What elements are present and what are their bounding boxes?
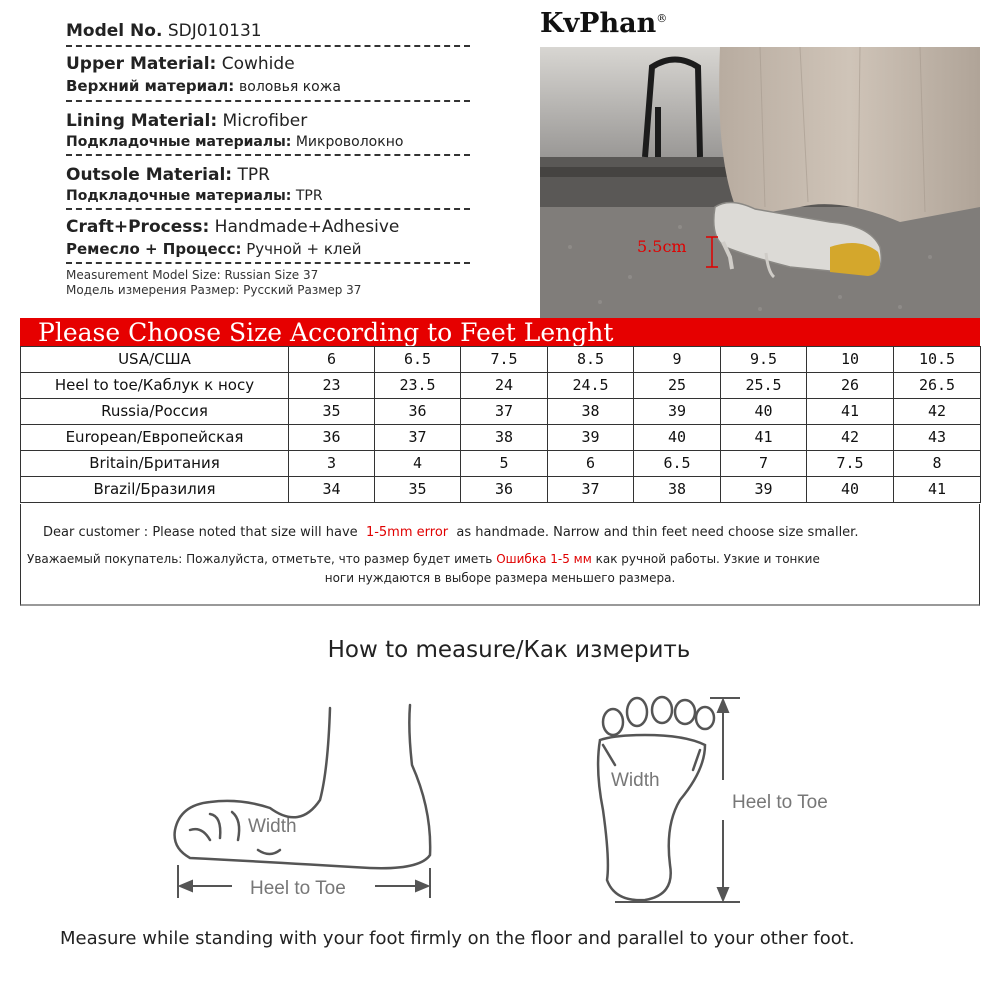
table-cell: 42 — [807, 425, 894, 451]
brand-mark: ® — [656, 12, 668, 25]
lining-ru-value: Микроволокно — [295, 134, 404, 150]
table-cell: 26.5 — [894, 373, 981, 399]
table-cell: 37 — [375, 425, 461, 451]
size-notice — [20, 504, 980, 606]
table-cell: 7.5 — [807, 451, 894, 477]
upper-value: Cowhide — [221, 54, 295, 74]
table-cell: 23.5 — [375, 373, 461, 399]
size-chart-banner: Please Choose Size According to Feet Lenght — [20, 318, 980, 346]
table-row — [21, 347, 981, 373]
notice-russian — [27, 552, 820, 566]
table-cell: 38 — [461, 425, 548, 451]
sole-width-label: Width — [611, 770, 660, 791]
notice-ru-prefix: Уважаемый покупатель: Пожалуйста, отметьте, что размер будет иметь — [27, 552, 493, 566]
outsole-ru-label: Подкладочные материалы: — [66, 188, 292, 204]
row-label: Russia/Россия — [21, 399, 289, 425]
table-cell: 6.5 — [375, 347, 461, 373]
upper-material — [66, 53, 470, 98]
table-cell: 42 — [894, 399, 981, 425]
row-label: Brazil/Бразилия — [21, 477, 289, 503]
outsole-ru-value: TPR — [295, 188, 323, 204]
table-cell: 8.5 — [548, 347, 634, 373]
size-table — [20, 346, 981, 503]
table-row — [21, 373, 981, 399]
notice-english — [43, 525, 858, 540]
table-cell: 9.5 — [721, 347, 807, 373]
size-chart — [20, 318, 980, 503]
table-cell: 35 — [289, 399, 375, 425]
model-value: SDJ010131 — [167, 21, 262, 41]
row-label: USA/СШA — [21, 347, 289, 373]
table-cell: 8 — [894, 451, 981, 477]
divider — [66, 262, 470, 264]
table-cell: 39 — [548, 425, 634, 451]
table-cell: 41 — [894, 477, 981, 503]
divider — [66, 45, 470, 47]
divider — [66, 154, 470, 156]
divider — [66, 208, 470, 210]
notice-en-suffix: as handmade. Narrow and thin feet need choose size smaller. — [456, 525, 859, 540]
model-size-ru: Модель измерения Размер: Русский Размер 37 — [66, 283, 362, 297]
outsole-value: TPR — [237, 165, 270, 185]
row-label: Heel to toe/Каблук к носу — [21, 373, 289, 399]
table-cell: 37 — [461, 399, 548, 425]
table-cell: 40 — [721, 399, 807, 425]
notice-ru-error: Ошибка 1-5 мм — [496, 552, 592, 566]
table-cell: 34 — [289, 477, 375, 503]
table-cell: 38 — [634, 477, 721, 503]
brand-name: KvPhan — [540, 8, 657, 39]
table-cell: 36 — [375, 399, 461, 425]
table-cell: 41 — [807, 399, 894, 425]
model-label: Model No. — [66, 21, 163, 41]
table-cell: 10.5 — [894, 347, 981, 373]
notice-ru-suffix: как ручной работы. Узкие и тонкие — [595, 552, 820, 566]
side-width-label: Width — [248, 816, 297, 837]
table-cell: 41 — [721, 425, 807, 451]
upper-ru-label: Верхний материал: — [66, 77, 235, 95]
craft-ru-value: Ручной + клей — [246, 240, 362, 258]
table-cell: 3 — [289, 451, 375, 477]
heel-height-label: 5.5cm — [637, 237, 687, 256]
table-row — [21, 477, 981, 503]
table-cell: 7 — [721, 451, 807, 477]
table-cell: 26 — [807, 373, 894, 399]
table-cell: 36 — [461, 477, 548, 503]
table-cell: 43 — [894, 425, 981, 451]
table-cell: 6 — [548, 451, 634, 477]
table-cell: 25 — [634, 373, 721, 399]
product-photo — [540, 47, 980, 319]
measure-title: How to measure/Как измерить — [327, 637, 691, 663]
lining-value: Microfiber — [222, 111, 308, 131]
side-heel-to-toe-label: Heel to Toe — [250, 878, 346, 899]
product-photo-image — [540, 47, 980, 319]
table-cell: 5 — [461, 451, 548, 477]
sole-heel-to-toe-label: Heel to Toe — [732, 792, 828, 813]
craft-ru-label: Ремесло + Процесс: — [66, 240, 242, 258]
table-cell: 10 — [807, 347, 894, 373]
table-cell: 9 — [634, 347, 721, 373]
table-row — [21, 425, 981, 451]
table-cell: 6 — [289, 347, 375, 373]
table-cell: 25.5 — [721, 373, 807, 399]
table-cell: 37 — [548, 477, 634, 503]
table-cell: 39 — [634, 399, 721, 425]
craft-value: Handmade+Adhesive — [214, 217, 400, 237]
measure-instruction: Measure while standing with your foot firmly on the floor and parallel to your other foot. — [60, 928, 855, 949]
brand-logo — [540, 8, 667, 39]
spec-list — [66, 20, 470, 298]
table-cell: 7.5 — [461, 347, 548, 373]
sole-foot-diagram — [585, 690, 865, 910]
notice-en-error: 1-5mm error — [365, 525, 449, 540]
craft-process — [66, 216, 470, 260]
row-label: Britain/Британия — [21, 451, 289, 477]
divider — [66, 100, 470, 102]
table-cell: 24 — [461, 373, 548, 399]
upper-ru-value: воловья кожа — [239, 79, 341, 95]
table-cell: 38 — [548, 399, 634, 425]
row-label: European/Европейская — [21, 425, 289, 451]
table-cell: 40 — [634, 425, 721, 451]
side-foot-diagram — [150, 690, 450, 910]
lining-material — [66, 110, 470, 152]
craft-label: Craft+Process: — [66, 217, 210, 237]
model-size-en: Measurement Model Size: Russian Size 37 — [66, 268, 319, 282]
table-cell: 39 — [721, 477, 807, 503]
table-cell: 36 — [289, 425, 375, 451]
table-cell: 6.5 — [634, 451, 721, 477]
outsole-label: Outsole Material: — [66, 165, 233, 185]
table-cell: 24.5 — [548, 373, 634, 399]
table-cell: 4 — [375, 451, 461, 477]
table-cell: 23 — [289, 373, 375, 399]
table-row — [21, 399, 981, 425]
notice-en-prefix: Dear customer : Please noted that size will have — [43, 525, 358, 540]
model-number — [66, 20, 470, 42]
table-cell: 40 — [807, 477, 894, 503]
outsole-material — [66, 164, 470, 206]
table-row — [21, 451, 981, 477]
notice-russian-line2: ноги нуждаются в выборе размера меньшего размера. — [324, 571, 676, 585]
upper-label: Upper Material: — [66, 54, 217, 74]
table-cell: 35 — [375, 477, 461, 503]
lining-label: Lining Material: — [66, 111, 218, 131]
lining-ru-label: Подкладочные материалы: — [66, 134, 292, 150]
